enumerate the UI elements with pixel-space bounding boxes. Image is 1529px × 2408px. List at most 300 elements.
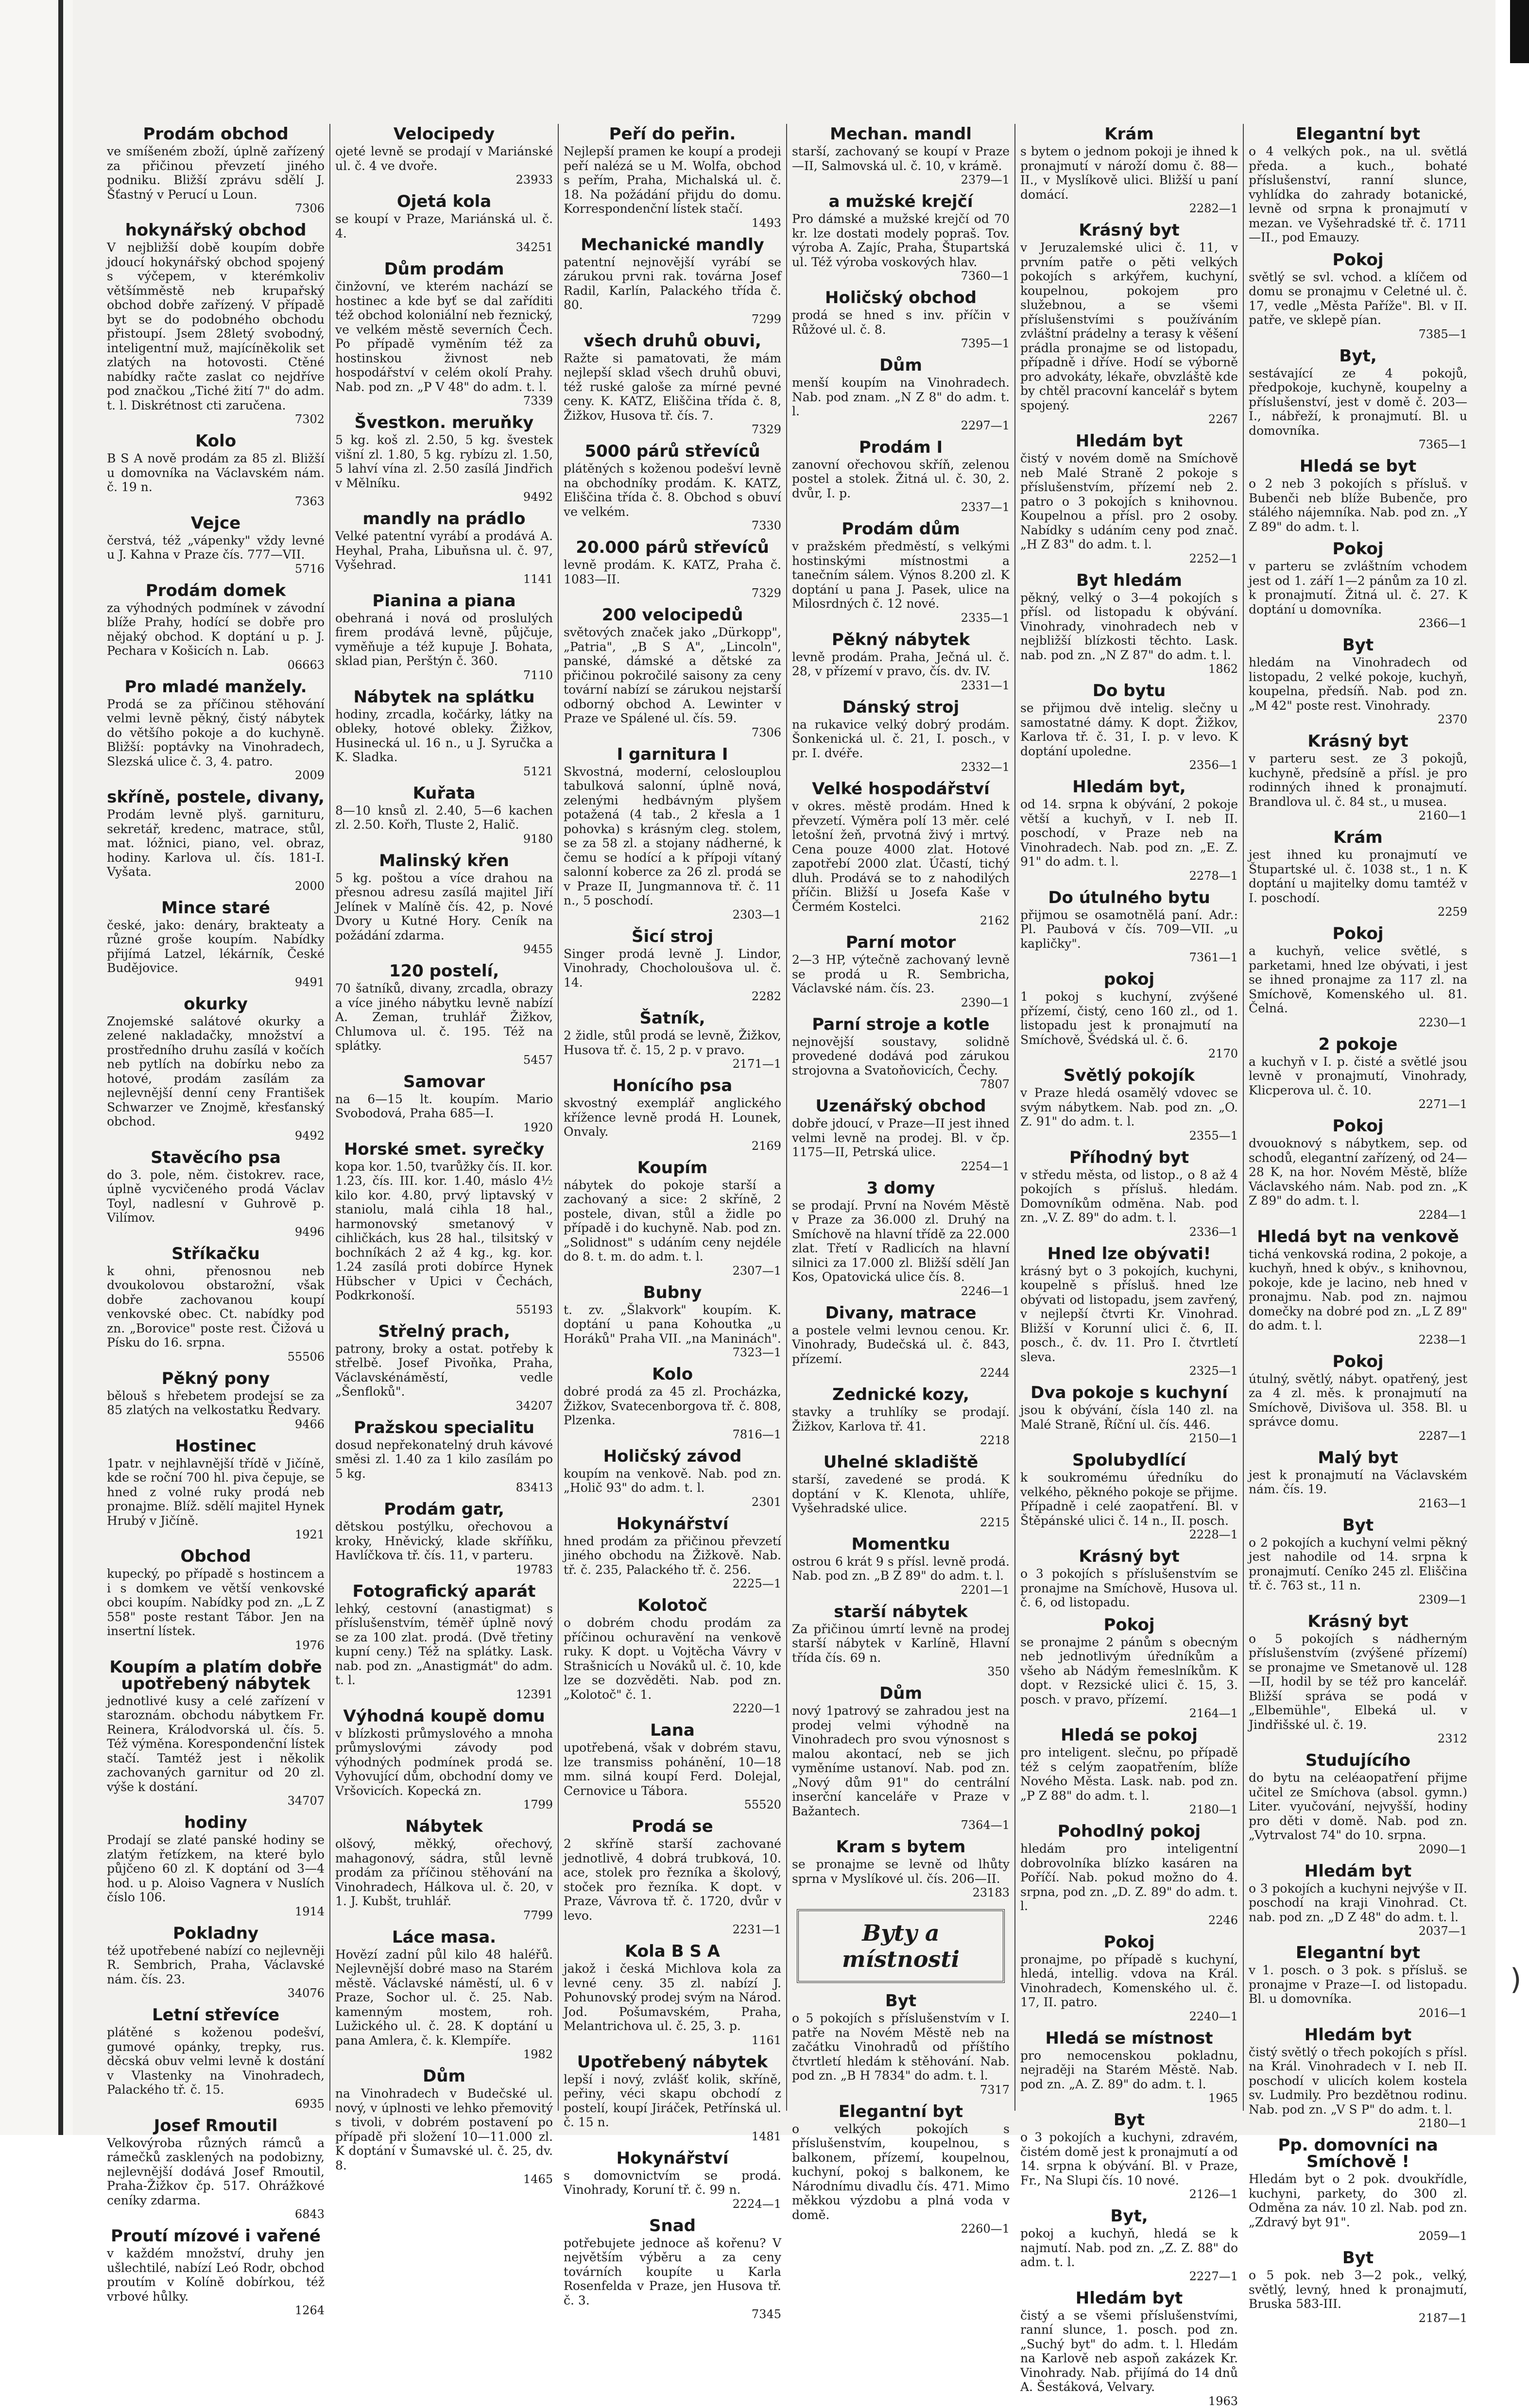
ad-heading: 3 domy (866, 1178, 935, 1198)
ad-code: 2164—1 (1189, 1707, 1238, 1720)
ad-body: lehký, cestovní (anastigmat) s příslušenstvím, téměř úplně nový se za 100 zlat. prodá. (Dvě třetiny kupní ceny.) Též na splátky. Lask. nab. pod zn. „Anastigmát" do adm. t. l. (335, 1601, 553, 1687)
ad-body: ojeté levně se prodají v Mariánské ul. č. 4 ve dvoře. (335, 144, 553, 173)
classified-ad (1020, 889, 1238, 965)
ad-code: 7799 (523, 1908, 553, 1922)
ad-code: 5121 (523, 764, 553, 778)
ad-code: 350 (987, 1665, 1010, 1678)
ad-code: 2284—1 (1418, 1208, 1467, 1222)
ad-heading: Byt, (1110, 2206, 1148, 2226)
ad-heading: Prodám domek (145, 581, 286, 600)
ad-code: 7363 (294, 494, 325, 508)
classified-ad (792, 290, 1010, 350)
classified-ad (107, 1925, 325, 2000)
ad-heading: Do útulného bytu (1048, 888, 1210, 907)
ad-body: B S A nově prodám za 85 zl. Bližší u domovníka na Václavském nám. č. 19 n. (107, 451, 325, 494)
ad-code: 2307—1 (732, 1264, 781, 1278)
ad-code: 2160—1 (1418, 809, 1467, 822)
ad-body: a kuchyň v I. p. čisté a světlé jsou levně v pronajmutí, Vinohrady, Klicperova ul. č. 10. (1249, 1054, 1467, 1097)
ad-body: v blízkosti průmyslového a mnoha průmyslovými závody pod výhodných podmínek prodá se. Vyhovující dům, obchodní domy ve Vršovicích. Kopecká zn. (335, 1726, 553, 1798)
ad-body: Za přičinou úmrtí levně na prodej starší nábytek v Karlíně, Hlavní třída čís. 69 n. (792, 1622, 1010, 1665)
ad-code: 7360—1 (961, 269, 1010, 283)
ad-heading: Peří do peřin. (609, 124, 736, 144)
classified-ad (792, 357, 1010, 432)
ad-body: a postele velmi levnou cenou. Kr. Vinohrady, Budečská ul. č. 843, přízemí. (792, 1323, 1010, 1366)
ad-heading: Horské smet. syrečky (344, 1139, 545, 1159)
ad-body: dětskou postýlku, ořechovou a kroky, Hněvický, klade skříňku, Havlíčkova tř. čís. 11, v parteru. (335, 1520, 553, 1562)
classified-ad (792, 521, 1010, 625)
classified-ad (1020, 222, 1238, 426)
classified-ad (335, 414, 553, 504)
ad-body: o 3 pokojích s příslušenstvím se pronajme na Smíchově, Husova ul. č. 6, od listopadu. (1020, 1567, 1238, 1609)
ad-code: 7306 (751, 725, 781, 739)
ad-heading: Krám (1333, 828, 1383, 847)
ad-heading: Příhodný byt (1069, 1147, 1189, 1167)
ad-code: 2201—1 (961, 1583, 1010, 1597)
ad-body: nábytek do pokoje starší a zachovaný a sice: 2 skříně, 2 postele, divan, stůl a židle po případě i do kuchyně. Nab. pod zn. „Solidnost" s udáním ceny nejdéle do 8. t. m. do adm. t. l. (564, 1178, 781, 1264)
ad-body: v každém množství, druhy jen ušlechtilé, nabízí Leó Rodr, obchod proutím v Kolíně dobírkou, též vrbové hůlky. (107, 2246, 325, 2304)
ad-heading: Hledám byt (1304, 1861, 1412, 1881)
ad-code: 19783 (515, 1562, 553, 1576)
column-4 (787, 124, 1015, 2236)
ad-code: 6935 (294, 2097, 325, 2111)
classified-ad (107, 679, 325, 783)
ad-heading: Mince staré (161, 898, 270, 918)
ad-heading: Pp. domovníci na Smíchově ! (1278, 2135, 1438, 2171)
ad-heading: Stříkačku (172, 1244, 260, 1264)
ad-heading: mandly na prádlo (362, 509, 526, 529)
classified-ad (792, 1993, 1010, 2097)
classified-ad (107, 996, 325, 1143)
ad-code: 34707 (287, 1794, 325, 1808)
ad-code: 2227—1 (1189, 2269, 1238, 2283)
classified-ad (1020, 971, 1238, 1060)
ad-body: Velkovýroba různých rámců a rámečků zasklených na podobizny, nejlevnější dodává Josef Rmoutil, Praha-Žižkov čp. 517. Ohrážkové ceníky zdarma. (107, 2135, 325, 2207)
classified-ad (335, 126, 553, 187)
ad-heading: Dánský stroj (842, 697, 960, 717)
ad-heading: Dům (423, 2066, 465, 2086)
ad-code: 2090—1 (1418, 1842, 1467, 1856)
classified-ad (564, 1448, 781, 1509)
classified-ad (564, 1366, 781, 1441)
ad-heading: Stavěcího psa (151, 1147, 281, 1167)
ad-body: 2 skříně starší zachované jednotlivě, 4 dobrá trubková, 10. ace, stolek pro řezníka a školový, stoček pro řezníka. K dopt. v Praze, Vávrova tř. č. 1720, dvůr v levo. (564, 1837, 781, 1923)
ad-body: olšový, měkký, ořechový, mahagonový, sádra, stůl levně prodám za příčinou stěhování na Vinohradech, Hálkova ul. č. 20, v 1. J. Kubšt, truhlář. (335, 1837, 553, 1908)
ad-heading: Byt hledám (1076, 570, 1182, 590)
ad-code: 7299 (751, 312, 781, 326)
ad-body: prodá se hned s inv. příčin v Růžové ul. č. 8. (792, 308, 1010, 337)
classified-ad (1249, 1353, 1467, 1443)
ad-heading: Krásný byt (1079, 1547, 1180, 1566)
ad-body: čistý a se všemi příslušenstvími, ranní slunce, 1. posch. pod zn. „Suchý byt" do adm. t. l. Hledám na Karlově neb aspoň zakázek Kr. Vinohrady. Nab. přijímá do 14 dnů A. Šestáková, Velvary. (1020, 2308, 1238, 2394)
ad-body: Skvostná, moderní, celoslouplou tabulková salonní, úplně nová, zelenými hedbávným plyšem potažená (4 tab., 2 křesla a 1 pohovka) s krásným cleg. stolem, se za 58 zl. a stojany nádherné, k čemu se hodící a k přípoji vítaný salonní koberce za 26 zl. prodá se v Praze II, Jungmannova tř. č. 11 n., 5 poschodí. (564, 764, 781, 907)
ad-heading: Josef Rmoutil (154, 2116, 278, 2135)
ad-code: 9491 (294, 975, 325, 989)
classified-ad (1249, 1945, 1467, 2020)
ad-heading: Divany, matrace (825, 1303, 977, 1323)
ad-heading: Mechan. mandl (830, 124, 972, 144)
ad-body: patentní nejnovější vyrábí se zárukou prvni rak. továrna Josef Radil, Karlín, Palackého třída č. 80. (564, 255, 781, 312)
ad-body: světlý se svl. vchod. a klíčem od domu se pronajmu v Celetné ul. č. 17, vedle „Města Paříže". Bl. v II. patře, ve sklepě pían. (1249, 270, 1467, 327)
ad-body: v parteru sest. ze 3 pokojů, kuchyně, předsíně a přísl. je pro rodinných ihned k pronajmutí. Brandlova ul. č. 84 st., u musea. (1249, 751, 1467, 809)
ad-code: 83413 (515, 1481, 553, 1494)
classified-ad (792, 699, 1010, 774)
ad-code: 2303—1 (732, 907, 781, 922)
classified-columns (102, 124, 1472, 2408)
ad-heading: Hledám byt (1075, 431, 1183, 451)
ad-body: se koupí v Praze, Mariánská ul. č. 4. (335, 212, 553, 240)
classified-ad (1020, 2290, 1238, 2408)
ad-heading: Byt (1342, 2248, 1374, 2268)
ad-body: dobře jdoucí, v Praze—II jest ihned velmi levně na prodej. Bl. v čp. 1175—II, Petrská ulice. (792, 1116, 1010, 1159)
ad-code: 2126—1 (1189, 2187, 1238, 2201)
ad-heading: Hledá se místnost (1045, 2028, 1213, 2048)
ad-code: 23183 (972, 1886, 1010, 1899)
ad-body: na rukavice velký dobrý prodám. Šonkenická ul. č. 21, I. posch., v pr. I. dvéře. (792, 717, 1010, 760)
ad-heading: Krásný byt (1307, 1611, 1409, 1631)
ad-body: v okres. městě prodám. Hned k převzetí. Výměra polí 13 měr. celé letošní žeň, prvotná živý i mrtvý. Cena pouze 4000 zlat. Hotové zapotřebí 2000 zlat. Účastí, tichý dluh. Prodává se to z nahodilých příčin. Bližší u Josefa Kaše v Čermém Kostelci. (792, 799, 1010, 914)
classified-ad (1249, 1613, 1467, 1746)
ad-heading: Fotografický aparát (352, 1581, 536, 1601)
ad-body: s domovnictvím se prodá. Vinohrady, Koruní tř. č. 99 n. (564, 2168, 781, 2197)
ad-heading: Pokoj (1103, 1615, 1155, 1635)
ad-heading: Krásný byt (1307, 732, 1409, 751)
ad-heading: hokynářský obchod (125, 221, 307, 240)
ad-code: 2325—1 (1189, 1364, 1238, 1378)
ad-code: 9180 (523, 832, 553, 846)
ad-code: 7345 (751, 2307, 781, 2321)
ad-body: čistý v novém domě na Smíchově neb Malé Straně 2 pokoje s příslušenstvím, přízemí neb 2. patro o 3 pokojích s knihovnou. Koupelnou a přísl. pro 2 osoby. Nabídky s udáním ceny pod znač. „H Z 83" do adm. t. l. (1020, 451, 1238, 551)
classified-ad (1020, 2208, 1238, 2283)
classified-ad (335, 1501, 553, 1576)
classified-ad (1020, 1452, 1238, 1541)
ad-body: o 3 pokojích a kuchyni nejvýše v II. poschodí na kraji Vinohrad. Ct. nab. pod zn. „D Z 48" do adm. t. l. (1249, 1881, 1467, 1924)
classified-ad (107, 515, 325, 576)
ad-body: bělouš s hřebetem prodejsí se za 85 zlatých na velkostatku Ředvary. (107, 1388, 325, 1417)
ad-code: 2000 (294, 879, 325, 893)
ad-heading: Pokladny (172, 1923, 259, 1943)
ad-code: 9492 (294, 1128, 325, 1143)
ad-code: 2355—1 (1189, 1128, 1238, 1143)
ad-heading: Kola B S A (625, 1942, 720, 1961)
ad-body: jednotlivé kusy a celé zařízení v staroznám. obchodu nábytkem Fr. Reinera, Králodvorská ul. čís. 5. Též výměna. Korespondenční lístek stačí. Tamtéž jest i několik zachovaných garnitur od 20 zl. výše k dostání. (107, 1693, 325, 1794)
classified-ad (107, 2118, 325, 2221)
binding-rule (58, 0, 63, 2135)
ad-heading: Dům prodám (384, 259, 504, 279)
ad-code: 2215 (979, 1515, 1010, 1529)
classified-ad (1020, 1067, 1238, 1143)
column-3 (559, 124, 787, 2321)
ad-heading: 200 velocipedů (601, 605, 743, 625)
ad-body: dosud nepřekonatelný druh kávové směsi zl. 1.40 za 1 kilo zasílám po 5 kg. (335, 1437, 553, 1481)
ad-body: o 4 velkých pok., na ul. světlá předa. a kuch., bohaté příslušenství, ranní slunce, vyhlídka do zahrady botanické, levně od srpna k pronajmutí v mezan. ve Vyšehradské tř. č. 1711—II., pod Emauzy. (1249, 144, 1467, 244)
ad-heading: Parní motor (845, 933, 956, 952)
ad-code: 2170 (1208, 1047, 1238, 1060)
ad-code: 2224—1 (732, 2197, 781, 2211)
ad-body: pro inteligent. slečnu, po případě též s celým zaopatřením, blíže Nového Města. Lask. nab. pod zn. „P Z 88" do adm. t. l. (1020, 1745, 1238, 1803)
classified-ad (564, 443, 781, 532)
classified-ad (1249, 2137, 1467, 2243)
ad-heading: Elegantní byt (838, 2101, 963, 2121)
scan-edge-bar (1510, 0, 1529, 63)
ad-code: 55506 (287, 1349, 325, 1364)
ad-code: 2271—1 (1418, 1097, 1467, 1111)
classified-ad (792, 781, 1010, 927)
classified-ad (1249, 925, 1467, 1029)
ad-code: 2252—1 (1189, 551, 1238, 565)
ad-heading: Pěkný pony (161, 1368, 270, 1388)
ad-code: 1965 (1208, 2091, 1238, 2105)
ad-code: 2225—1 (732, 1577, 781, 1590)
ad-code: 23933 (515, 173, 553, 187)
ad-heading: Bubny (643, 1282, 702, 1302)
ad-body: v Jeruzalemské ulici č. 11, v prvním patře o pěti velkých pokojích s arkýřem, kuchyní, koupelnou, pokojem pro služebnou, a se všemi příslušenstvími s používáním zvláštní prádelny a terasy k věšení prádla pronajme se od listopadu, případně i dříve. Hodí se výborně pro advokáty, lékaře, obvzláště kde by chtěl pracovní kancelář s bytem spojený. (1020, 240, 1238, 412)
ad-heading: Prodá se (632, 1817, 713, 1836)
ad-body: Hledám byt o 2 pok. dvoukřídle, kuchyni, parkety, do 300 zl. Odměna za náv. 10 zl. Nab. pod zn. „Zdravý byt 91". (1249, 2172, 1467, 2229)
ad-heading: Hokynářství (616, 2148, 729, 2168)
classified-ad (107, 1548, 325, 1652)
ad-code: 2187—1 (1418, 2311, 1467, 2325)
ad-heading: Upotřebený nábytek (577, 2052, 768, 2072)
ad-heading: Parní stroje a kotle (812, 1014, 990, 1034)
ad-body: V nejbližší době koupím dobře jdoucí hokynářský obchod spojený s výčepem, v kterémkoliv většímměstě neb krupařský obchod dobře zařízený. V případě byt se do podobného obchodu přistoupí. Jsem 28letý svobodný, inteligentní muž, majícíněkolik set zlatých na hotovosti. Ctěné nabídky račte zaslat co nejdříve pod značkou „Tiché žití 7" do adm. t. l. Diskrétnost cti zaručena. (107, 240, 325, 412)
ad-heading: Malý byt (1318, 1448, 1398, 1468)
ad-body: do 3. pole, něm. čistokrev. race, úplně vycvičeného prodá Václav Toyl, nadlesní v Guhrově p. Vilímov. (107, 1167, 325, 1225)
ad-heading: Pokoj (1332, 1351, 1384, 1371)
ad-body: za výhodných podmínek v závodní blíže Prahy, hodící se dobře pro nějaký obchod. K doptání u p. J. Pechara v Košicích n. Lab. (107, 600, 325, 658)
ad-body: 2 židle, stůl prodá se levně, Žižkov, Husova tř. č. 15, 2 p. v pravo. (564, 1028, 781, 1057)
ad-body: od 14. srpna k obývání, 2 pokoje větší a kuchyň, v I. neb II. poschodí, v Praze neb na Vinohradech. Nab. pod zn. „E. Z. 91" do adm. t. l. (1020, 797, 1238, 869)
classified-ad (335, 785, 553, 846)
ad-body: krásný byt o 3 pokojích, kuchyni, koupelně s přísluš. hned lze obývati od listopadu, jsem zavřený, v nejlepší čtvrti Kr. Vinohrad. Bližší v Korunní ulici č. 6, II. posch., č. dv. 11. Pro I. čtvrtletí sleva. (1020, 1264, 1238, 1364)
ad-code: 1799 (523, 1798, 553, 1811)
ad-body: potřebujete jednoce aš kořenu? V největším výběru a za ceny továrních koupíte u Karla Rosenfelda v Praze, jen Husova tř. č. 3. (564, 2236, 781, 2307)
ad-code: 9455 (523, 942, 553, 956)
ad-body: dvouoknový s nábytkem, sep. od schodů, elegantní zařízený, od 24—28 K, na hor. Novém Městě, blíže Václavského nám. Nab. pod zn. „K Z 89" do adm. t. l. (1249, 1136, 1467, 1208)
classified-ad (1249, 1118, 1467, 1222)
classified-ad (1249, 458, 1467, 534)
ad-code: 1982 (523, 2048, 553, 2061)
classified-ad (107, 582, 325, 672)
ad-body: čistý světlý o třech pokojích s přísl. na Král. Vinohradech v I. neb II. poschodí v ulicích kolem kostela sv. Ludmily. Pro bezdětnou rodinu. Nab. pod zn. „V S P" do adm. t. l. (1249, 2045, 1467, 2117)
classified-ad (564, 2150, 781, 2211)
ad-heading: Výhodná koupě domu (343, 1706, 545, 1726)
ad-body: patrony, broky a ostat. potřeby k střelbě. Josef Pivoňka, Praha, Václavskénáměstí, vedle „Šenfloků". (335, 1341, 553, 1399)
column-6 (1244, 124, 1472, 2325)
classified-ad (335, 1929, 553, 2062)
classified-ad (1249, 1036, 1467, 1111)
ad-body: do bytu na celéaopatření přijme učitel ze Smíchova (absol. gymn.) Liter. vyučování, nejvyšší, hodiny pro děti v domě. Nab. pod zn. „Vytrvalost 74" do 10. srpna. (1249, 1771, 1467, 1842)
classified-ad (1249, 1863, 1467, 1938)
ad-heading: Hokynářství (616, 1514, 729, 1534)
ad-body: Velké patentní vyrábí a prodává A. Heyhal, Praha, Libuňsna ul. č. 97, Vyšehrad. (335, 529, 553, 572)
classified-ad (564, 333, 781, 437)
ad-heading: 120 postelí, (389, 961, 499, 981)
ad-code: 2180—1 (1418, 2117, 1467, 2130)
classified-ad (1020, 433, 1238, 565)
classified-ad (1020, 1548, 1238, 1610)
ad-body: stavky a truhlíky se prodají. Žižkov, Karlova tř. 41. (792, 1405, 1010, 1434)
ad-heading: Pražskou specialitu (354, 1417, 534, 1437)
ad-body: se pronajme 2 pánům s obecným neb jednotlivým úředníkům a všeho ab Nádým řemeslníkům. K dopt. v Rezsické ulici č. 15, 3. posch. v pravo, přízemí. (1020, 1635, 1238, 1707)
ad-heading: Uzenářský obchod (815, 1096, 986, 1116)
classified-ad (792, 1604, 1010, 1679)
ad-code: 2335—1 (961, 611, 1010, 625)
ad-code: 1862 (1208, 662, 1238, 676)
classified-ad (1020, 126, 1238, 215)
ad-heading: Pokoj (1332, 250, 1384, 270)
ad-code: 2037—1 (1418, 1924, 1467, 1938)
classified-ad (1249, 1517, 1467, 1606)
column-2 (330, 124, 559, 2186)
ad-heading: všech druhů obuvi, (584, 331, 761, 351)
ad-code: 7364—1 (961, 1818, 1010, 1832)
ad-code: 2162 (979, 914, 1010, 927)
classified-ad (335, 1708, 553, 1812)
ad-body: Singer prodá levně J. Lindor, Vinohrady, Chocholoušova ul. č. 14. (564, 946, 781, 990)
ad-code: 2282—1 (1189, 202, 1238, 215)
ad-heading: Vejce (190, 513, 241, 533)
ad-body: 1patr. v nejhlavnější třídě v Jičíně, kde se roční 700 hl. piva čepuje, se hned z volné ruky prodá neb pronajme. Blíž. sdělí majitel Hynek Hrubý v Jičíně. (107, 1456, 325, 1528)
ad-heading: hodiny (184, 1813, 247, 1832)
ad-body: a kuchyň, velice světlé, s parketami, hned lze obývati, i jest se ihned pronajme za 117 zl. na Smíchově, Komenského ul. 81. Čelná. (1249, 944, 1467, 1015)
ad-heading: Pro mladé manžely. (124, 677, 307, 697)
ad-code: 2332—1 (961, 760, 1010, 774)
classified-ad (1020, 683, 1238, 772)
ad-heading: Byt (885, 1991, 917, 2011)
classified-ad (1020, 1246, 1238, 1378)
classified-ad (792, 1180, 1010, 1298)
classified-ad (1020, 1617, 1238, 1721)
ad-heading: 5000 párů střevíců (584, 442, 760, 461)
ad-heading: Koupím a platím dobře upotřebený nábytek (109, 1657, 322, 1693)
ad-body: pro nemocenskou pokladnu, nejraději na Starém Městě. Nab. pod zn. „A. Z. 89" do adm. t. l. (1020, 2048, 1238, 2091)
ad-code: 2312 (1437, 1732, 1467, 1745)
ad-body: o velkých pokojích s příslušenstvím, koupelnou, s balkonem, přízemí, koupelnou, kuchyní, pokoj s balkonem, ke Národnímu divadlu čís. 471. Mimo měkkou výzdobu a plná voda v domě. (792, 2121, 1010, 2222)
classified-ad (335, 1141, 553, 1316)
column-1 (102, 124, 330, 2317)
ad-heading: Byt (1113, 2110, 1145, 2130)
ad-code: 2390—1 (961, 995, 1010, 1009)
ad-heading: pokoj (1103, 970, 1155, 989)
classified-ad (107, 222, 325, 426)
classified-ad (564, 746, 781, 922)
ad-heading: Byt (1342, 635, 1374, 655)
ad-body: lepší i nový, zvlášť kolik, skříně, peřiny, véci skapu obchodí z postelí, koupí Jiráček, Petřínská ul. č. 15 n. (564, 2072, 781, 2129)
ad-body: hledám na Vinohradech od listopadu, 2 velké pokoje, kuchyň, koupelna, předsíň. Nab. pod zn. „M 42" poste rest. Vinohrady. (1249, 655, 1467, 713)
ad-code: 2278—1 (1189, 869, 1238, 883)
ad-body: o 5 pok. neb 3—2 pok., velký, světlý, levný, hned k pronajmutí, Bruska 583-III. (1249, 2268, 1467, 2311)
ad-body: v 1. posch. o 3 pok. s přísluš. se pronajme v Praze—I. od listopadu. Bl. u domovníka. (1249, 1963, 1467, 2006)
ad-code: 1141 (523, 572, 553, 586)
classified-ad (1249, 829, 1467, 919)
classified-ad (792, 126, 1010, 187)
ad-body: hodiny, zrcadla, kočárky, látky na obleky, hotové obleky. Žižkov, Husinecká ul. 16 n., u J. Syručka a K. Sladka. (335, 707, 553, 764)
ad-body: Hovězí zadní půl kilo 48 haléřů. Nejlevnější dobré maso na Starém městě. Václavské náměstí, ul. 6 v Praze, Sochor ul. č. 25. Nab. kamenným mostem, roh. Lužického ul. č. 28. K doptání u pana Amlera, č. k. Klempíře. (335, 1947, 553, 2048)
ad-heading: Kram s bytem (836, 1837, 966, 1857)
newspaper-page (73, 0, 1495, 2408)
ad-body: t. zv. „Šlakvork" koupím. K. doptání u pana Kohoutka „u Horáků" Praha VII. „na Maninách". (564, 1302, 781, 1346)
ad-code: 9466 (294, 1417, 325, 1431)
ad-code: 2259 (1437, 905, 1467, 919)
ad-heading: Dva pokoje s kuchyní (1031, 1383, 1228, 1402)
ad-body: pokoj a kuchyň, hledá se k najmutí. Nab. pod zn. „Z. Z. 88" do adm. t. l. (1020, 2226, 1238, 2269)
ad-body: Prodá se za příčinou stěhování velmi levně pěkný, čistý nábytek do většího pokoje a do kuchyně. Bližší: poptávky na Vinohradech, Slezská ulice č. 3, 4. patro. (107, 697, 325, 769)
ad-code: 2246—1 (961, 1284, 1010, 1298)
ad-body: k ohni, přenosnou neb dvoukolovou obstarožní, však dobře zachovanou koupí venkovské obec. Ct. nabídky pod zn. „Borovice" poste rest. Čižová u Písku do 16. srpna. (107, 1264, 325, 1349)
ad-heading: 2 pokoje (1318, 1034, 1398, 1054)
ad-heading: Lana (650, 1721, 695, 1740)
classified-ad (107, 126, 325, 215)
ad-body: hned prodám za přičinou převzetí jiného obchodu na Žižkově. Nab. tř. č. 235, Palackého tř. č. 256. (564, 1534, 781, 1577)
ad-code: 2009 (294, 769, 325, 782)
classified-ad (335, 1419, 553, 1495)
ad-body: se pronajme se levně od lhůty sprna v Myslíkové ul. čís. 206—II. (792, 1857, 1010, 1886)
ad-body: pěkný, velký o 3—4 pokojích s přísl. od listopadu k obývání. Vinohrady, vinohradech neb v nejbližší blízkosti těchto. Lask. nab. pod zn. „N Z 87" do adm. t. l. (1020, 590, 1238, 662)
ad-code: 34251 (515, 240, 553, 254)
ad-body: hledám pro inteligentní dobrovolníka blízko kasáren na Poříčí. Nab. pokud možno do 4. srpna, pod zn. „D. Z. 89" do adm. t. l. (1020, 1842, 1238, 1913)
classified-ad (1249, 541, 1467, 630)
ad-code: 2240—1 (1189, 2009, 1238, 2023)
classified-ad (335, 853, 553, 956)
ad-code: 7323—1 (732, 1346, 781, 1359)
ad-body: o 5 pokojích s nádherným příslušenstvím (zvýšené přízemí) se pronajme ve Smetanově ul. 128—II, hodil by se též pro kancelář. Bližší správa se podá v „Elbemühle", Elbeká ul. v Jindřišské ul. č. 19. (1249, 1631, 1467, 1732)
classified-ad (107, 433, 325, 508)
ad-code: 7110 (523, 668, 553, 682)
classified-ad (107, 2007, 325, 2111)
classified-ad (564, 1722, 781, 1811)
classified-ad (335, 193, 553, 254)
classified-ad (1249, 1450, 1467, 1510)
ad-body: 5 kg. koš zl. 2.50, 5 kg. švestek višní zl. 1.80, 5 kg. rybízu zl. 1.50, 5 lahví vína zl. 2.50 zasílá Jindřich v Mělníku. (335, 433, 553, 490)
ad-body: činžovní, ve kterém nachází se hostinec a kde byť se dal zaříditi též obchod koloniální neb řeznický, ve velkém městě severních Čech. Po případě vyměním též za hostinskou živnost neb hospodářství v celém okolí Prahy. Nab. pod zn. „P V 48" do adm. t. l. (335, 279, 553, 394)
ad-body: starší, zavedené se prodá. K doptání v K. Klenota, uhlíře, Vyšehradské ulice. (792, 1472, 1010, 1515)
ad-code: 2218 (979, 1434, 1010, 1447)
ad-code: 2150—1 (1189, 1432, 1238, 1445)
ad-heading: starší nábytek (834, 1602, 968, 1622)
classified-ad (564, 1597, 781, 1715)
ad-body: na 6—15 lt. koupím. Mario Svobodová, Praha 685—I. (335, 1092, 553, 1120)
ad-body: menší koupím na Vinohradech. Nab. pod znam. „N Z 8" do adm. t. l. (792, 376, 1010, 418)
classified-ad (564, 1943, 781, 2047)
ad-heading: Hledá se pokoj (1061, 1725, 1198, 1745)
ad-code: 2379—1 (961, 173, 1010, 187)
ad-body: přijmou se osamotnělá paní. Adr.: Pl. Paubová v čís. 709—VII. „u kapličky". (1020, 907, 1238, 951)
ad-body: sestávající ze 4 pokojů, předpokoje, kuchyně, koupelny a příslušenství, jest v domě č. 203—I., nábřeží, k pronajmutí. Bl. u domovníka. (1249, 366, 1467, 438)
ad-body: útulný, světlý, nábyt. opatřený, jest za 4 zl. měs. k pronajmutí na Smíchově, Divišova ul. 358. Bl. u správce domu. (1249, 1371, 1467, 1429)
classified-ad (1249, 126, 1467, 245)
ad-body: 2—3 HP, výtečně zachovaný levně se prodá u R. Sembricha, Václavské nám. čís. 23. (792, 953, 1010, 995)
classified-ad (564, 1284, 781, 1360)
ad-code: 12391 (515, 1687, 553, 1701)
ad-code: 1161 (751, 2033, 781, 2047)
ad-code: 2370 (1437, 713, 1467, 726)
ad-body: 70 šatníků, divany, zrcadla, obrazy a více jiného nábytku levně nabízí A. Zeman, truhlář Žižkov, Chlumova ul. č. 195. Též na splátky. (335, 981, 553, 1053)
ad-heading: Snad (649, 2216, 696, 2236)
ad-body: levně prodám. K. KATZ, Praha č. 1083—II. (564, 558, 781, 586)
ad-heading: Nábytek na splátku (353, 687, 535, 707)
ad-code: 7807 (979, 1077, 1010, 1091)
ad-body: obehraná i nová od proslulých firem prodává levně, půjčuje, vyměňuje a též kupuje J. Bohata, sklad pian, Perštýn č. 360. (335, 611, 553, 668)
ad-body: plátěných s koženou podešví levně na obchodníky prodám. K. KATZ, Eliščina třída č. 8. Obchod s obuví ve velkém. (564, 461, 781, 519)
ad-heading: Hledám byt (1304, 2025, 1412, 2045)
classified-ad (564, 1077, 781, 1153)
classified-ad (792, 2103, 1010, 2236)
ad-code: 2244 (979, 1366, 1010, 1380)
ad-body: levně prodám. Praha, Ječná ul. č. 28, v přízemí v pravo, čís. dv. IV. (792, 649, 1010, 678)
ad-heading: skříně, postele, divany, (107, 787, 325, 807)
classified-ad (107, 2228, 325, 2317)
ad-heading: Studujícího (1305, 1751, 1411, 1770)
